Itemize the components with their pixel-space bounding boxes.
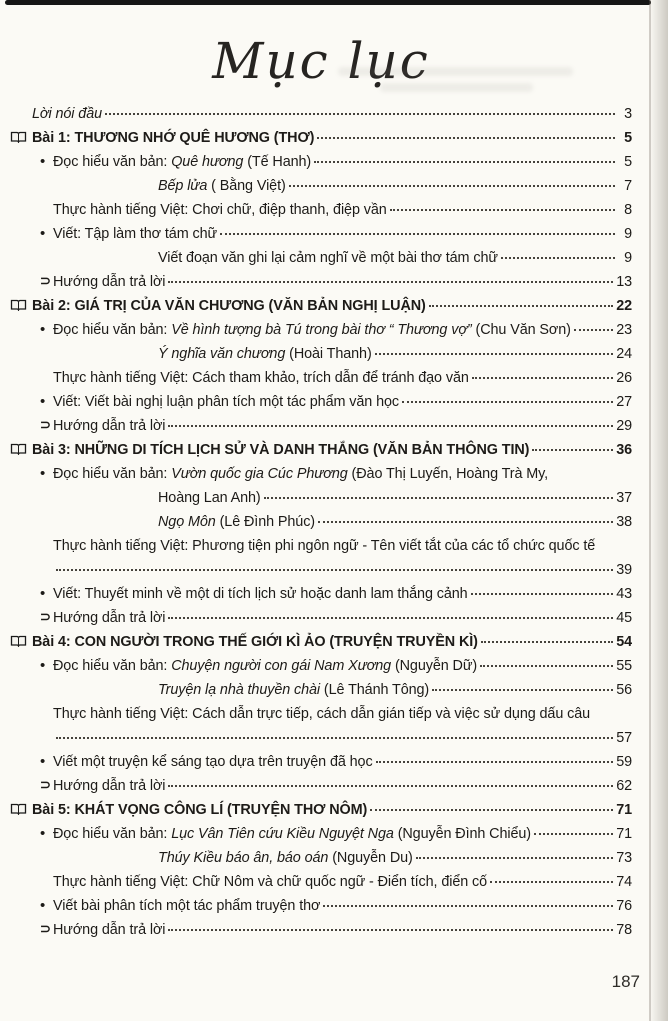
leader-dots (56, 737, 613, 739)
toc-row-marker (40, 918, 53, 942)
toc-entry-text: Viết: Tập làm thơ tám chữ (53, 226, 218, 242)
leader-dots (471, 593, 614, 595)
toc-row (10, 798, 632, 822)
toc-row-marker (40, 390, 53, 414)
toc-row (10, 678, 632, 702)
book-icon (10, 131, 27, 143)
leader-dots (105, 113, 615, 115)
leader-dots (323, 905, 613, 907)
toc-row (10, 414, 632, 438)
book-icon (10, 635, 27, 647)
toc-row (10, 462, 632, 486)
toc-entry-text: Thực hành tiếng Việt: Phương tiện phi ngôn ngữ - Tên viết tắt của các tổ chức quốc tế (53, 538, 596, 554)
toc-entry-text: Hoàng Lan Anh) (158, 490, 261, 506)
leader-dots (168, 617, 613, 619)
toc-row-marker (40, 318, 53, 342)
entry-page-number: 56 (616, 682, 632, 698)
toc-row-marker (40, 270, 53, 294)
toc-entry-text: Ngọ Môn (Lê Đình Phúc) (158, 514, 315, 530)
toc-row (10, 750, 632, 774)
entry-page-number: 73 (616, 850, 632, 866)
toc-row (10, 222, 632, 246)
toc-entry-text: Đọc hiểu văn bản: Về hình tượng bà Tú trong bài thơ “ Thương vợ” (Chu Văn Sơn) (53, 322, 571, 338)
entry-page-number: 36 (616, 442, 632, 458)
toc-entry-text: Thực hành tiếng Việt: Chơi chữ, điệp thanh, điệp vần (53, 202, 387, 218)
toc-row (10, 558, 632, 582)
toc-entry-text: Bài 5: KHÁT VỌNG CÔNG LÍ (TRUYỆN THƠ NÔM) (32, 802, 368, 818)
entry-page-number: 13 (616, 274, 632, 290)
toc-entry-text: Viết đoạn văn ghi lại cảm nghĩ về một bài thơ tám chữ (158, 250, 498, 266)
scan-right-crease (649, 0, 651, 1021)
toc-row (10, 606, 632, 630)
toc-row-marker (10, 634, 32, 646)
answer-guide-icon: ⊃ (40, 417, 51, 432)
leader-dots (264, 497, 614, 499)
bullet-icon: • (40, 825, 46, 842)
entry-page-number: 71 (616, 802, 632, 818)
entry-page-number: 3 (624, 106, 632, 122)
toc-row (10, 654, 632, 678)
leader-dots (376, 761, 614, 763)
entry-page-number: 23 (616, 322, 632, 338)
entry-page-number: 9 (624, 226, 632, 242)
entry-page-number: 22 (616, 298, 632, 314)
toc-row-marker (40, 654, 53, 678)
toc-entry-text: Truyện lạ nhà thuyền chài (Lê Thánh Tông) (158, 682, 430, 698)
toc-row (10, 894, 632, 918)
bullet-icon: • (40, 153, 46, 170)
leader-dots (416, 857, 613, 859)
toc-entry-text: Hướng dẫn trả lời (53, 274, 166, 290)
entry-page-number: 29 (616, 418, 632, 434)
bullet-icon: • (40, 225, 46, 242)
leader-dots (480, 665, 613, 667)
toc-entry-text: Hướng dẫn trả lời (53, 778, 166, 794)
bullet-icon: • (40, 897, 46, 914)
leader-dots (490, 881, 613, 883)
toc-entry-text: Viết một truyện kể sáng tạo dựa trên truyện đã học (53, 754, 373, 770)
entry-page-number: 9 (624, 250, 632, 266)
toc-row-marker (10, 298, 32, 310)
toc-row (10, 198, 632, 222)
leader-dots (370, 809, 613, 811)
entry-page-number: 76 (616, 898, 632, 914)
entry-page-number: 8 (624, 202, 632, 218)
book-icon (10, 443, 27, 455)
toc-entry-text: Thúy Kiều báo ân, báo oán (Nguyễn Du) (158, 850, 413, 866)
bullet-icon: • (40, 393, 46, 410)
leader-dots (375, 353, 614, 355)
toc-row-marker (40, 774, 53, 798)
leader-dots (532, 449, 613, 451)
toc-entry-text: Bài 3: NHỮNG DI TÍCH LỊCH SỬ VÀ DANH THẮNG (VĂN BẢN THÔNG TIN) (32, 442, 530, 458)
toc-row (10, 510, 632, 534)
toc-entry-text: Bếp lửa ( Bằng Việt) (158, 178, 286, 194)
leader-dots (318, 521, 613, 523)
toc-row (10, 918, 632, 942)
toc-entry-text: Hướng dẫn trả lời (53, 610, 166, 626)
entry-page-number: 43 (616, 586, 632, 602)
toc-entry-text: Hướng dẫn trả lời (53, 922, 166, 938)
toc-row (10, 438, 632, 462)
toc-row-marker (10, 130, 32, 142)
toc-entry-text: Thực hành tiếng Việt: Cách dẫn trực tiếp, cách dẫn gián tiếp và việc sử dụng dấu câu (53, 706, 591, 722)
toc-row (10, 342, 632, 366)
entry-page-number: 55 (616, 658, 632, 674)
leader-dots (317, 137, 615, 139)
leader-dots (481, 641, 613, 643)
toc-row (10, 126, 632, 150)
entry-page-number: 62 (616, 778, 632, 794)
toc-row (10, 174, 632, 198)
leader-dots (220, 233, 615, 235)
toc-row (10, 846, 632, 870)
leader-dots (574, 329, 613, 331)
entry-page-number: 27 (616, 394, 632, 410)
toc-row (10, 150, 632, 174)
bleed-smudge (380, 83, 533, 92)
leader-dots (56, 569, 613, 571)
toc-entry-text: Hướng dẫn trả lời (53, 418, 166, 434)
toc-row-marker (40, 150, 53, 174)
toc-row (10, 702, 632, 726)
answer-guide-icon: ⊃ (40, 273, 51, 288)
toc-row-marker (40, 894, 53, 918)
toc-row (10, 582, 632, 606)
toc-entry-text: Thực hành tiếng Việt: Cách tham khảo, trích dẫn để tránh đạo văn (53, 370, 469, 386)
toc-entry-text: Bài 4: CON NGƯỜI TRONG THẾ GIỚI KÌ ẢO (TRUYỆN TRUYỀN KÌ) (32, 634, 478, 650)
book-icon (10, 803, 27, 815)
toc-entry-text: Bài 2: GIÁ TRỊ CỦA VĂN CHƯƠNG (VĂN BẢN NGHỊ LUẬN) (32, 298, 426, 314)
leader-dots (168, 785, 613, 787)
leader-dots (168, 425, 613, 427)
toc-row (10, 630, 632, 654)
page-title: Mục lục (212, 32, 430, 90)
toc-entry-text: Viết bài phân tích một tác phẩm truyện thơ (53, 898, 321, 914)
bullet-icon: • (40, 585, 46, 602)
toc-row (10, 270, 632, 294)
toc-row-marker (40, 414, 53, 438)
leader-dots (168, 281, 613, 283)
toc-entry-text: Viết: Thuyết minh về một di tích lịch sử hoặc danh lam thắng cảnh (53, 586, 468, 602)
entry-page-number: 78 (616, 922, 632, 938)
toc-list (10, 102, 632, 942)
leader-dots (472, 377, 613, 379)
bullet-icon: • (40, 657, 46, 674)
entry-page-number: 74 (616, 874, 632, 890)
entry-page-number: 5 (624, 154, 632, 170)
answer-guide-icon: ⊃ (40, 921, 51, 936)
toc-entry-text: Ý nghĩa văn chương (Hoài Thanh) (158, 346, 372, 362)
entry-page-number: 5 (624, 130, 632, 146)
toc-entry-text: Lời nói đầu (32, 106, 103, 122)
toc-row (10, 822, 632, 846)
entry-page-number: 37 (616, 490, 632, 506)
entry-page-number: 54 (616, 634, 632, 650)
toc-row (10, 534, 632, 558)
entry-page-number: 45 (616, 610, 632, 626)
toc-row (10, 870, 632, 894)
toc-row-marker (40, 462, 53, 486)
bullet-icon: • (40, 465, 46, 482)
leader-dots (402, 401, 613, 403)
toc-entry-text: Đọc hiểu văn bản: Chuyện người con gái Nam Xương (Nguyễn Dữ) (53, 658, 478, 674)
entry-page-number: 26 (616, 370, 632, 386)
toc-row (10, 318, 632, 342)
toc-row-marker (40, 222, 53, 246)
toc-row (10, 774, 632, 798)
toc-row (10, 246, 632, 270)
entry-page-number: 39 (616, 562, 632, 578)
entry-page-number: 57 (616, 730, 632, 746)
leader-dots (314, 161, 615, 163)
leader-dots (168, 929, 613, 931)
entry-page-number: 7 (624, 178, 632, 194)
toc-entry-text: Đọc hiểu văn bản: Quê hương (Tế Hanh) (53, 154, 312, 170)
entry-page-number: 59 (616, 754, 632, 770)
toc-row-marker (10, 802, 32, 814)
leader-dots (429, 305, 613, 307)
toc-row (10, 294, 632, 318)
toc-entry-text: Bài 1: THƯƠNG NHỚ QUÊ HƯƠNG (THƠ) (32, 130, 315, 146)
toc-entry-text: Đọc hiểu văn bản: Lục Vân Tiên cứu Kiều Nguyệt Nga (Nguyễn Đình Chiểu) (53, 826, 531, 842)
toc-row-marker (40, 822, 53, 846)
scan-edge-artifact (5, 0, 651, 5)
leader-dots (501, 257, 615, 259)
printed-page-number: 187 (611, 972, 640, 991)
bleed-smudge (338, 67, 573, 76)
answer-guide-icon: ⊃ (40, 777, 51, 792)
leader-dots (289, 185, 615, 187)
answer-guide-icon: ⊃ (40, 609, 51, 624)
leader-dots (432, 689, 613, 691)
toc-entry-text: Viết: Viết bài nghị luận phân tích một tác phẩm văn học (53, 394, 399, 410)
toc-row (10, 726, 632, 750)
toc-row-marker (40, 582, 53, 606)
book-icon (10, 299, 27, 311)
leader-dots (534, 833, 613, 835)
bullet-icon: • (40, 321, 46, 338)
bleed-through-artifact (338, 60, 573, 110)
toc-entry-text: Thực hành tiếng Việt: Chữ Nôm và chữ quốc ngữ - Điển tích, điển cố (53, 874, 488, 890)
toc-row (10, 366, 632, 390)
leader-dots (390, 209, 615, 211)
entry-page-number: 38 (616, 514, 632, 530)
toc-entry-text: Đọc hiểu văn bản: Vườn quốc gia Cúc Phương (Đào Thị Luyến, Hoàng Trà My, (53, 466, 549, 482)
toc-row-marker (10, 442, 32, 454)
toc-row-marker (40, 606, 53, 630)
entry-page-number: 71 (616, 826, 632, 842)
toc-row (10, 390, 632, 414)
toc-row (10, 486, 632, 510)
entry-page-number: 24 (616, 346, 632, 362)
toc-row-marker (40, 750, 53, 774)
bullet-icon: • (40, 753, 46, 770)
